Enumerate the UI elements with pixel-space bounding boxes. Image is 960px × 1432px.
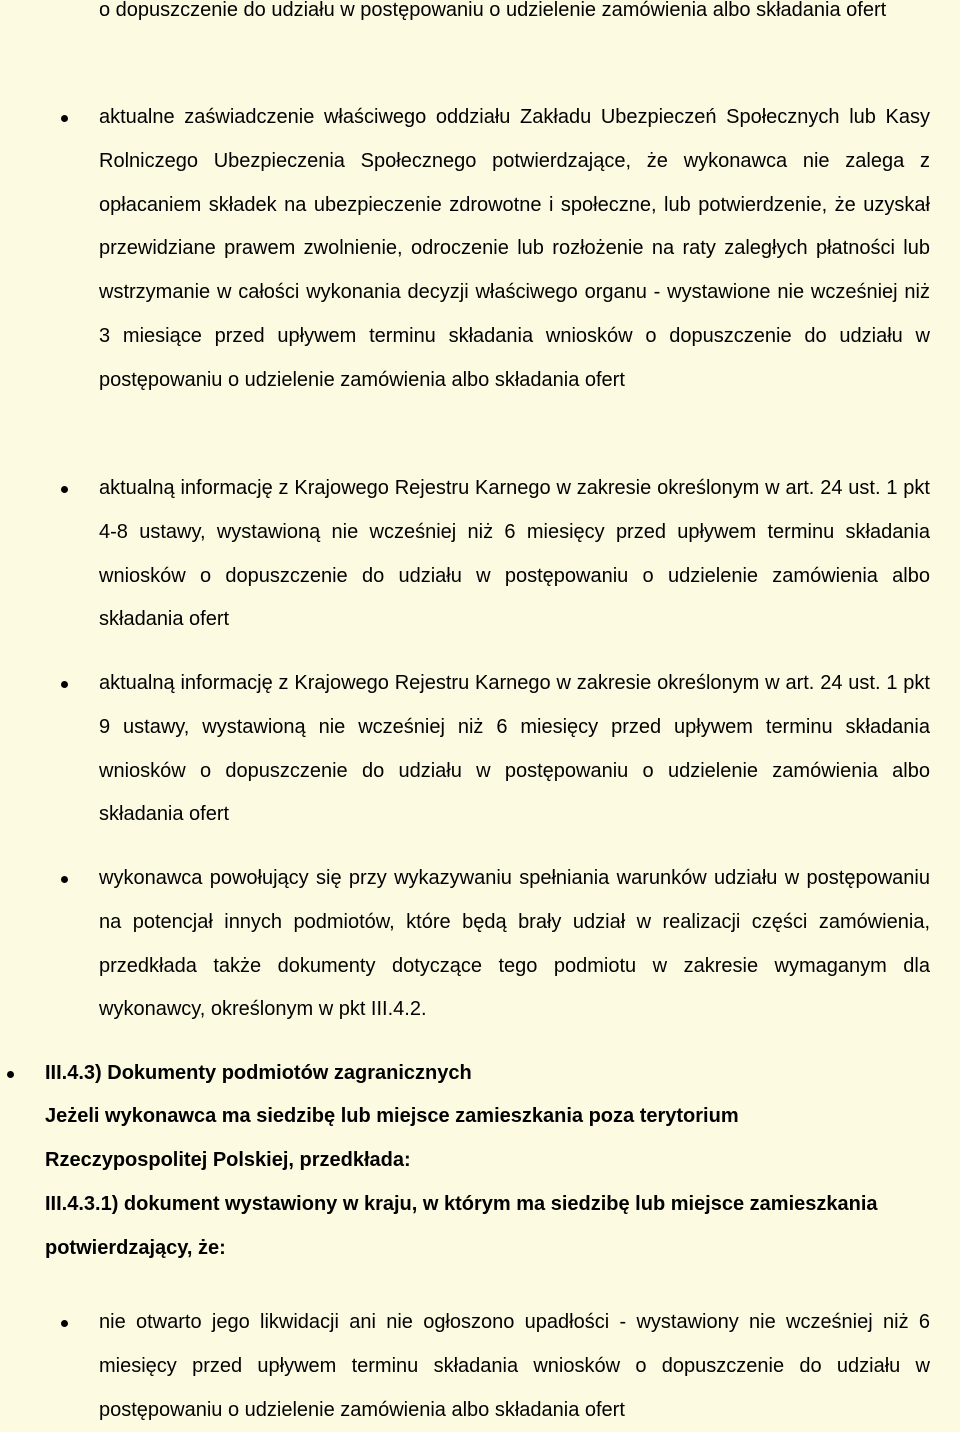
bullet-icon [7, 1071, 14, 1078]
list-item: aktualną informację z Krajowego Rejestru Karnego w zakresie określonym w art. 24 ust. 1 pkt 4-8 ustawy, wystawioną nie wcześniej niż 6 miesięcy przed upływem terminu składania wniosków o dopuszczenie do udziału w postępowaniu o udzielenie zamówienia albo składania ofert [99, 477, 930, 631]
bullet-icon [61, 1320, 68, 1327]
list-item: wykonawca powołujący się przy wykazywaniu spełniania warunków udziału w postępowaniu na potencjał innych podmiotów, które będą brały udział w realizacji części zamówienia, przedkłada także dokumenty dotyczące tego podmiotu w zakresie wymaganym dla wykonawcy, określonym w pkt III.4.2. [99, 867, 930, 1021]
section-condition: Jeżeli wykonawca ma siedzibę lub miejsce zamieszkania poza terytorium Rzeczypospolitej Polskiej, przedkłada: [45, 1105, 739, 1171]
section-subheading: III.4.3.1) dokument wystawiony w kraju, w którym ma siedzibę lub miejsce zamieszkania potwierdzający, że: [45, 1193, 878, 1259]
intro-paragraph: o dopuszczenie do udziału w postępowaniu o udzielenie zamówienia albo składania ofert [99, 0, 887, 21]
bullet-icon [61, 486, 68, 493]
bullet-icon [61, 681, 68, 688]
section-heading: III.4.3) Dokumenty podmiotów zagranicznych [45, 1062, 472, 1084]
list-item: aktualne zaświadczenie właściwego oddziału Zakładu Ubezpieczeń Społecznych lub Kasy Rolniczego Ubezpieczenia Społecznego potwierdzające, że wykonawca nie zalega z opłacaniem składek na ubezpieczenie zdrowotne i społeczne, lub potwierdzenie, że uzyskał przewidziane prawem zwolnienie, odroczenie lub rozłożenie na raty zaległych płatności lub wstrzymanie w całości wykonania decyzji właściwego organu - wystawione nie wcześniej niż 3 miesiące przed upływem terminu składania wniosków o dopuszczenie do udziału w postępowaniu o udzielenie zamówienia albo składania ofert [99, 106, 930, 391]
list-item: nie otwarto jego likwidacji ani nie ogłoszono upadłości - wystawiony nie wcześniej niż 6 miesięcy przed upływem terminu składania wniosków o dopuszczenie do udziału w postępowaniu o udzielenie zamówienia albo składania ofert [99, 1311, 930, 1421]
bullet-icon [61, 876, 68, 883]
list-item: aktualną informację z Krajowego Rejestru Karnego w zakresie określonym w art. 24 ust. 1 pkt 9 ustawy, wystawioną nie wcześniej niż 6 miesięcy przed upływem terminu składania wniosków o dopuszczenie do udziału w postępowaniu o udzielenie zamówienia albo składania ofert [99, 672, 930, 826]
bullet-icon [61, 115, 68, 122]
